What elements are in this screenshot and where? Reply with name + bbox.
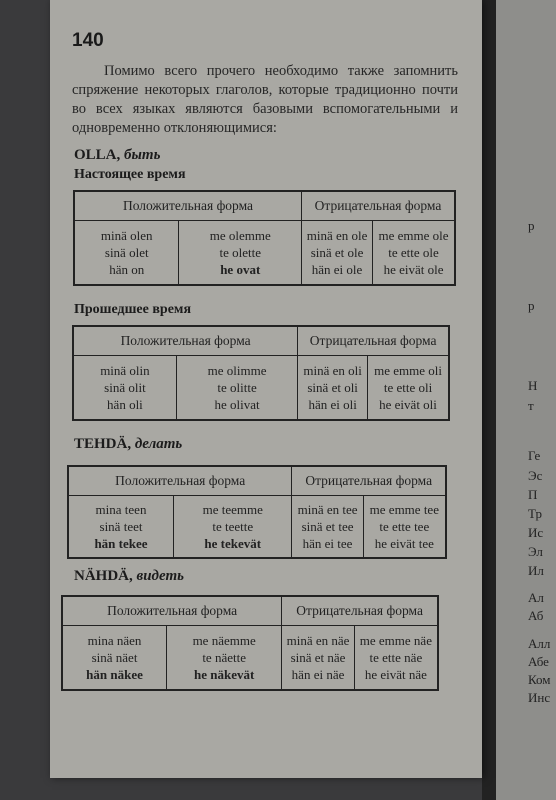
cell-negative-singular: minä en ole sinä et ole hän ei ole [302, 221, 373, 285]
conjugation-table-olla-past [72, 325, 450, 421]
cell-positive-singular: minä olen sinä olet hän on [74, 221, 179, 285]
intro-paragraph: Помимо всего прочего необходимо также запомнить спряжение некоторых глаголов, которые традиционно почти во всех языках являются базовыми вспомогательными и одновременно отклоняющимися: [72, 63, 458, 136]
conjugation-table-tehda [67, 465, 447, 559]
facing-page-fragment: Инс [528, 690, 551, 705]
header-negative: Отрицательная форма [282, 596, 438, 626]
cell-negative-singular: minä en tee sinä et tee hän ei tee [292, 496, 363, 558]
page-number: 140 [72, 30, 104, 51]
verb-meaning: делать [134, 436, 183, 452]
facing-page-fragment: т [528, 398, 534, 413]
facing-page-fragment: р [528, 218, 535, 233]
header-negative: Отрицательная форма [298, 326, 449, 356]
facing-page-fragment: Алл [528, 636, 551, 651]
verb-heading-olla [74, 147, 160, 164]
facing-page-fragment: Ал [528, 590, 544, 605]
facing-page-fragment: П [528, 487, 538, 502]
facing-page-fragment: Ком [528, 672, 551, 687]
cell-positive-plural: me olimme te olitte he olivat [176, 356, 297, 420]
header-positive: Положительная форма [62, 596, 282, 626]
cell-positive-singular: mina teen sinä teet hän tekee [68, 496, 174, 558]
cell-negative-plural: me emme oli te ette oli he eivät oli [368, 356, 449, 420]
cell-negative-plural: me emme tee te ette tee he eivät tee [363, 496, 446, 558]
header-negative: Отрицательная форма [292, 466, 446, 496]
facing-page-fragment: Ге [528, 448, 541, 463]
facing-page-fragment: Эс [528, 468, 543, 483]
cell-negative-singular: minä en näe sinä et näe hän ei näe [282, 626, 354, 690]
verb-heading-tehda [74, 436, 182, 453]
book-spine [482, 0, 496, 800]
facing-page-fragment: Ил [528, 563, 544, 578]
facing-page-fragment: Н [528, 378, 538, 393]
cell-negative-plural: me emme ole te ette ole he eivät ole [373, 221, 455, 285]
facing-page-fragment: Ис [528, 525, 544, 540]
cell-positive-singular: mina näen sinä näet hän näkee [62, 626, 167, 690]
cell-positive-plural: me olemme te olette he ovat [179, 221, 302, 285]
header-negative: Отрицательная форма [302, 191, 455, 221]
header-positive: Положительная форма [73, 326, 298, 356]
verb-meaning: видеть [136, 568, 184, 584]
cell-positive-singular: minä olin sinä olit hän oli [73, 356, 176, 420]
cell-negative-plural: me emme näe te ette näe he eivät näe [354, 626, 438, 690]
header-positive: Положительная форма [74, 191, 302, 221]
cell-negative-singular: minä en oli sinä et oli hän ei oli [298, 356, 368, 420]
conjugation-table-olla-present [73, 190, 456, 286]
cell-positive-plural: me näemme te näette he näkevät [167, 626, 282, 690]
tense-heading-present: Настоящее время [74, 167, 186, 182]
verb-name: NÄHDÄ, [74, 568, 133, 584]
conjugation-table-nahda [61, 595, 439, 691]
book-page [50, 0, 482, 778]
verb-heading-nahda [74, 568, 184, 585]
header-positive: Положительная форма [68, 466, 292, 496]
facing-page-fragment: р [528, 298, 535, 313]
verb-meaning: быть [124, 147, 161, 163]
facing-page-fragment: Эл [528, 544, 543, 559]
facing-page-fragment: Тр [528, 506, 542, 521]
cell-positive-plural: me teemme te teette he tekevät [174, 496, 292, 558]
verb-name: OLLA, [74, 147, 121, 163]
verb-name: TEHDÄ, [74, 436, 132, 452]
tense-heading-past: Прошедшее время [74, 302, 192, 317]
facing-page-fragment: Аб [528, 608, 544, 623]
facing-page-fragment: Абе [528, 654, 549, 669]
